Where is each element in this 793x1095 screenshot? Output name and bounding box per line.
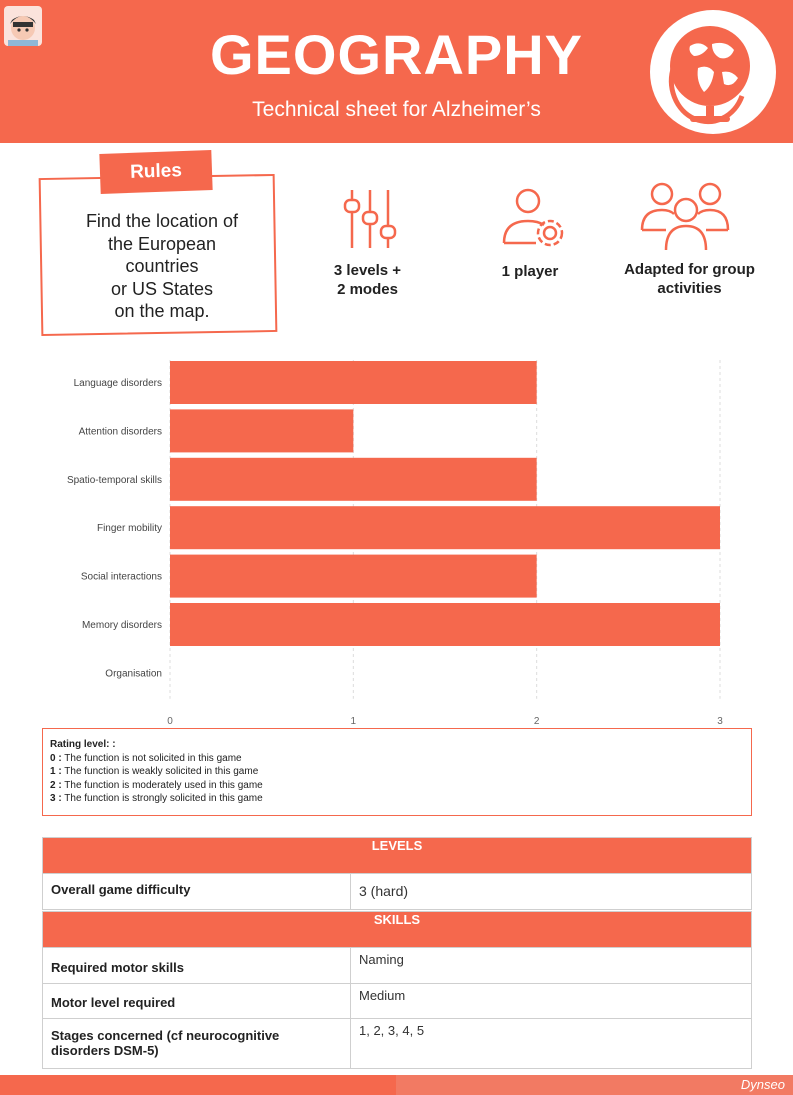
rating-key: 1 : [50, 766, 62, 777]
rating-text: The function is moderately used in this game [61, 779, 263, 791]
row-value: Medium [351, 984, 752, 1019]
skills-header-row [43, 912, 752, 948]
y-category-label: Attention disorders [78, 426, 162, 438]
levels-header-row [43, 838, 752, 874]
bar-finger-mobility [170, 506, 720, 549]
x-tick-label: 3 [717, 715, 723, 727]
rules-text [62, 210, 262, 323]
feature-line: Adapted for group [624, 261, 755, 278]
y-category-label: Social interactions [80, 571, 162, 583]
row-value: Naming [351, 948, 752, 984]
rating-text: The function is not solicited in this game [61, 752, 242, 764]
bar-spatio-temporal-skills [170, 458, 537, 501]
levels-header: LEVELS [43, 838, 752, 874]
row-label: Motor level required [43, 984, 351, 1019]
rules-tag: Rules [99, 150, 212, 194]
bar-language-disorders [170, 361, 537, 404]
footer-brand: Dynseo [740, 1077, 785, 1092]
table-row [43, 1019, 752, 1069]
row-value: 1, 2, 3, 4, 5 [351, 1019, 752, 1069]
bar-social-interactions [170, 555, 537, 598]
y-category-label: Spatio-temporal skills [66, 474, 162, 486]
rating-key: 0 : [50, 752, 62, 764]
user-gear-icon [500, 185, 570, 256]
bar-memory-disorders [170, 603, 720, 646]
globe-icon [650, 10, 776, 134]
x-tick-label: 0 [167, 715, 173, 727]
row-label: Stages concerned (cf neurocognitive disorders DSM-5) [43, 1019, 351, 1069]
page-subtitle: Technical sheet for Alzheimer’s [252, 98, 541, 121]
row-label: Overall game difficulty [43, 874, 351, 910]
info-table [42, 837, 752, 1069]
rating-item [50, 765, 751, 779]
x-tick-label: 2 [533, 715, 540, 727]
feature-line: 1 player [501, 263, 559, 280]
rules-line: or US States [110, 278, 214, 299]
feature-line: 3 levels + [333, 262, 402, 279]
rating-item [50, 792, 751, 806]
skills-bar-chart [0, 345, 793, 727]
rating-title: Rating level: : [50, 739, 116, 750]
feature-levels [320, 261, 415, 299]
y-category-label: Language disorders [73, 378, 162, 389]
feature-line: 2 modes [337, 281, 398, 298]
table-row [43, 948, 752, 984]
feature-group [612, 260, 767, 298]
bar-attention-disorders [170, 409, 353, 452]
table-row [43, 984, 752, 1019]
group-icon [640, 180, 730, 257]
footer-bar-right [396, 1075, 793, 1095]
skills-header: SKILLS [43, 912, 752, 948]
table-row [43, 874, 752, 910]
rules-line: countries [125, 256, 199, 276]
feature-line: activities [657, 280, 722, 297]
row-value: 3 (hard) [351, 874, 752, 910]
rules-line: on the map. [114, 301, 210, 321]
row-label: Required motor skills [43, 948, 351, 984]
rating-item [50, 779, 751, 793]
rating-text: The function is strongly solicited in this game [61, 793, 263, 804]
rating-text: The function is weakly solicited in this game [61, 766, 259, 777]
rules-line: Find the location of [85, 211, 239, 231]
feature-players [485, 262, 575, 281]
rating-key: 3 : [50, 793, 62, 804]
rating-legend [42, 728, 752, 816]
y-category-label: Finger mobility [96, 523, 162, 535]
rules-line: the European [107, 233, 217, 254]
rating-item [50, 752, 751, 766]
x-tick-label: 1 [350, 715, 357, 727]
y-category-label: Organisation [105, 668, 162, 680]
page-title: GEOGRAPHY [209, 23, 584, 86]
y-category-label: Memory disorders [81, 620, 162, 631]
sliders-icon [340, 188, 400, 255]
rating-key: 2 : [50, 779, 62, 791]
